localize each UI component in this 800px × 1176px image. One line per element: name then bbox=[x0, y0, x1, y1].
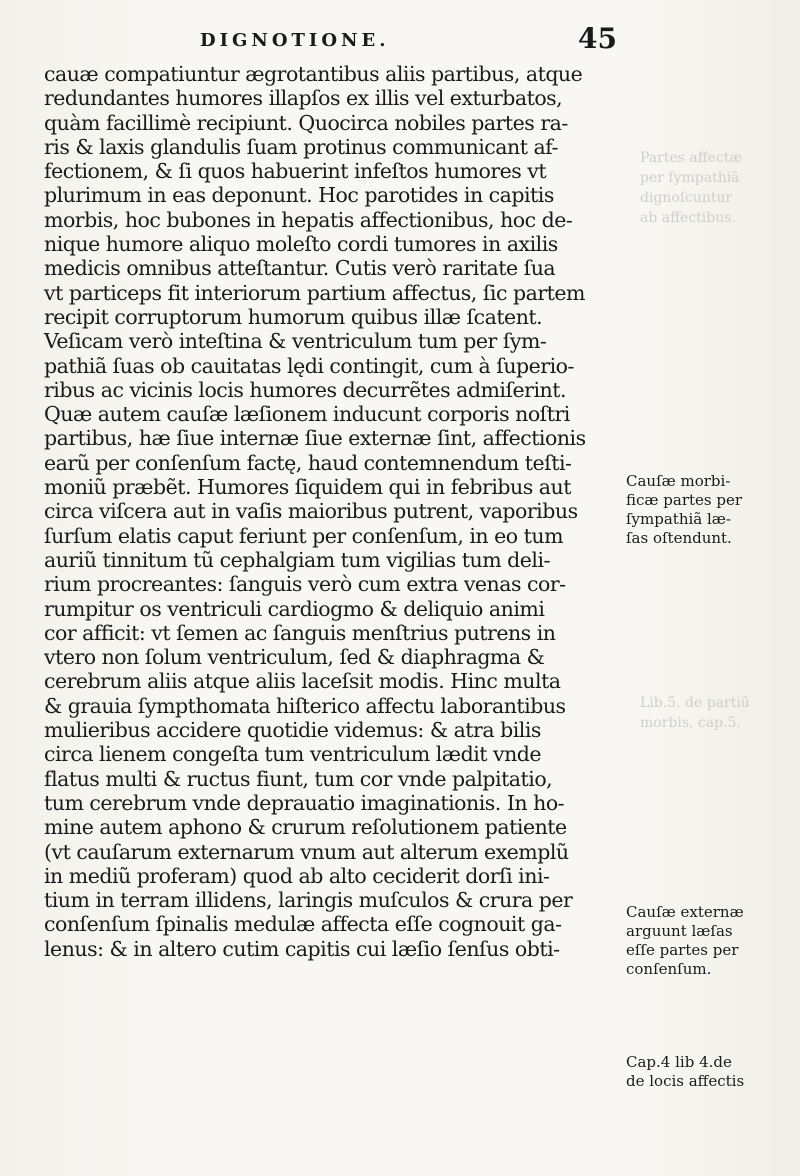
text-line: ris & laxis glandulis ſuam protinus communicant af- bbox=[44, 134, 558, 159]
text-line: vt particeps fit interiorum partium affectus, ſic partem bbox=[44, 280, 585, 305]
text-line: circa viſcera aut in vaſis maioribus putrent, vaporibus bbox=[44, 499, 578, 524]
text-line: cerebrum aliis atque aliis laceſsit modis. Hinc multa bbox=[44, 669, 561, 694]
margin-note-line: Cap.4 lib 4.de bbox=[626, 1053, 732, 1071]
text-line: circa lienem congeſta tum ventriculum lædit vnde bbox=[44, 742, 542, 767]
text-line: partibus, hæ ſiue internæ ſiue externæ ſint, affectionis bbox=[44, 426, 586, 451]
bleed-through-line: ab affectibus. bbox=[640, 210, 736, 226]
text-line: ſurſum elatis caput feriunt per conſenſum, in eo tum bbox=[44, 523, 564, 548]
margin-note-line: de locis affectis bbox=[626, 1072, 745, 1090]
margin-note-causae-morbificae bbox=[626, 472, 796, 548]
page-number: 45 bbox=[578, 22, 617, 55]
margin-note-line: ſas oſtendunt. bbox=[626, 529, 732, 547]
text-line: quàm facillimè recipiunt. Quocirca nobiles partes ra- bbox=[44, 110, 568, 135]
text-line: recipit corruptorum humorum quibus illæ ſcatent. bbox=[44, 304, 543, 329]
bleed-through-line: morbis, cap.5. bbox=[640, 715, 741, 731]
margin-note-line: arguunt læſas bbox=[626, 922, 733, 940]
body-text bbox=[44, 62, 619, 961]
text-line: medicis omnibus atteſtantur. Cutis verò raritate ſua bbox=[44, 256, 556, 281]
margin-note-line: eſſe partes per bbox=[626, 941, 739, 959]
text-line: moniũ præbẽt. Humores ſiquidem qui in febribus aut bbox=[44, 475, 571, 500]
text-line: (vt cauſarum externarum vnum aut alterum exemplũ bbox=[44, 839, 569, 864]
text-line: tium in terram illidens, laringis muſculos & crura per bbox=[44, 888, 573, 913]
margin-note-cap-4-lib-4 bbox=[626, 1053, 796, 1091]
text-line: & grauia ſympthomata hiſterico affectu laborantibus bbox=[44, 693, 566, 718]
text-line: earũ per conſenſum factę, haud contemnendum teſti- bbox=[44, 450, 572, 475]
text-line: plurimum in eas deponunt. Hoc parotides in capitis bbox=[44, 183, 554, 208]
margin-note-line: ficæ partes per bbox=[626, 491, 743, 509]
text-line: mine autem aphono & crurum reſolutionem patiente bbox=[44, 815, 567, 840]
text-line: lenus: & in altero cutim capitis cui læſio ſenſus obti- bbox=[44, 936, 560, 961]
text-line: ribus ac vicinis locis humores decurrẽtes admiſerint. bbox=[44, 377, 566, 402]
text-line: cauæ compatiuntur ægrotantibus aliis partibus, atque bbox=[44, 62, 583, 86]
text-line: pathiã ſuas ob cauitatas lędi contingit, cum à ſuperio- bbox=[44, 353, 574, 378]
text-line: conſenſum ſpinalis medulæ affecta eſſe cognouit ga- bbox=[44, 912, 562, 937]
text-line: flatus multi & ructus fiunt, tum cor vnde palpitatio, bbox=[44, 766, 553, 791]
text-line: redundantes humores illapſos ex illis vel exturbatos, bbox=[44, 86, 563, 111]
text-line: Veſicam verò inteſtina & ventriculum tum per ſym- bbox=[44, 329, 547, 354]
text-line: in mediũ proferam) quod ab alto ceciderit dorſi ini- bbox=[44, 863, 550, 888]
text-line: nique humore aliquo moleſto cordi tumores in axilis bbox=[44, 232, 558, 257]
bleed-through-line: per ſympathiã bbox=[640, 170, 740, 186]
text-line: fectionem, & ſi quos habuerint infeſtos humores vt bbox=[44, 159, 547, 184]
running-head: DIGNOTIONE. bbox=[200, 30, 390, 51]
bleed-through-note bbox=[640, 148, 743, 228]
margin-note-line: ſympathiã læ- bbox=[626, 510, 731, 528]
bleed-through-line: Partes affectæ bbox=[640, 150, 743, 166]
bleed-through-note bbox=[640, 693, 750, 733]
margin-note-line: Cauſæ externæ bbox=[626, 903, 744, 921]
text-line: tum cerebrum vnde deprauatio imaginationis. In ho- bbox=[44, 790, 565, 815]
margin-note-line: conſenſum. bbox=[626, 960, 712, 978]
bleed-through-line: dignoſcuntur bbox=[640, 190, 733, 206]
text-line: vtero non ſolum ventriculum, ſed & diaphragma & bbox=[44, 645, 545, 670]
text-line: rium procreantes: ſanguis verò cum extra venas cor- bbox=[44, 572, 566, 597]
text-line: morbis, hoc bubones in hepatis affectionibus, hoc de- bbox=[44, 207, 573, 232]
text-line: Quæ autem cauſæ læſionem inducunt corporis noſtri bbox=[44, 402, 570, 427]
bleed-through-line: Lib.5. de partiũ bbox=[640, 695, 750, 711]
text-line: mulieribus accidere quotidie videmus: & atra bilis bbox=[44, 718, 541, 743]
text-line: auriũ tinnitum tũ cephalgiam tum vigilias tum deli- bbox=[44, 547, 550, 572]
text-line: rumpitur os ventriculi cardiogmo & deliquio animi bbox=[44, 596, 545, 621]
margin-note-causae-externae bbox=[626, 903, 796, 979]
text-line: cor afficit: vt ſemen ac ſanguis menſtrius putrens in bbox=[44, 620, 556, 645]
margin-note-line: Cauſæ morbi- bbox=[626, 472, 731, 490]
